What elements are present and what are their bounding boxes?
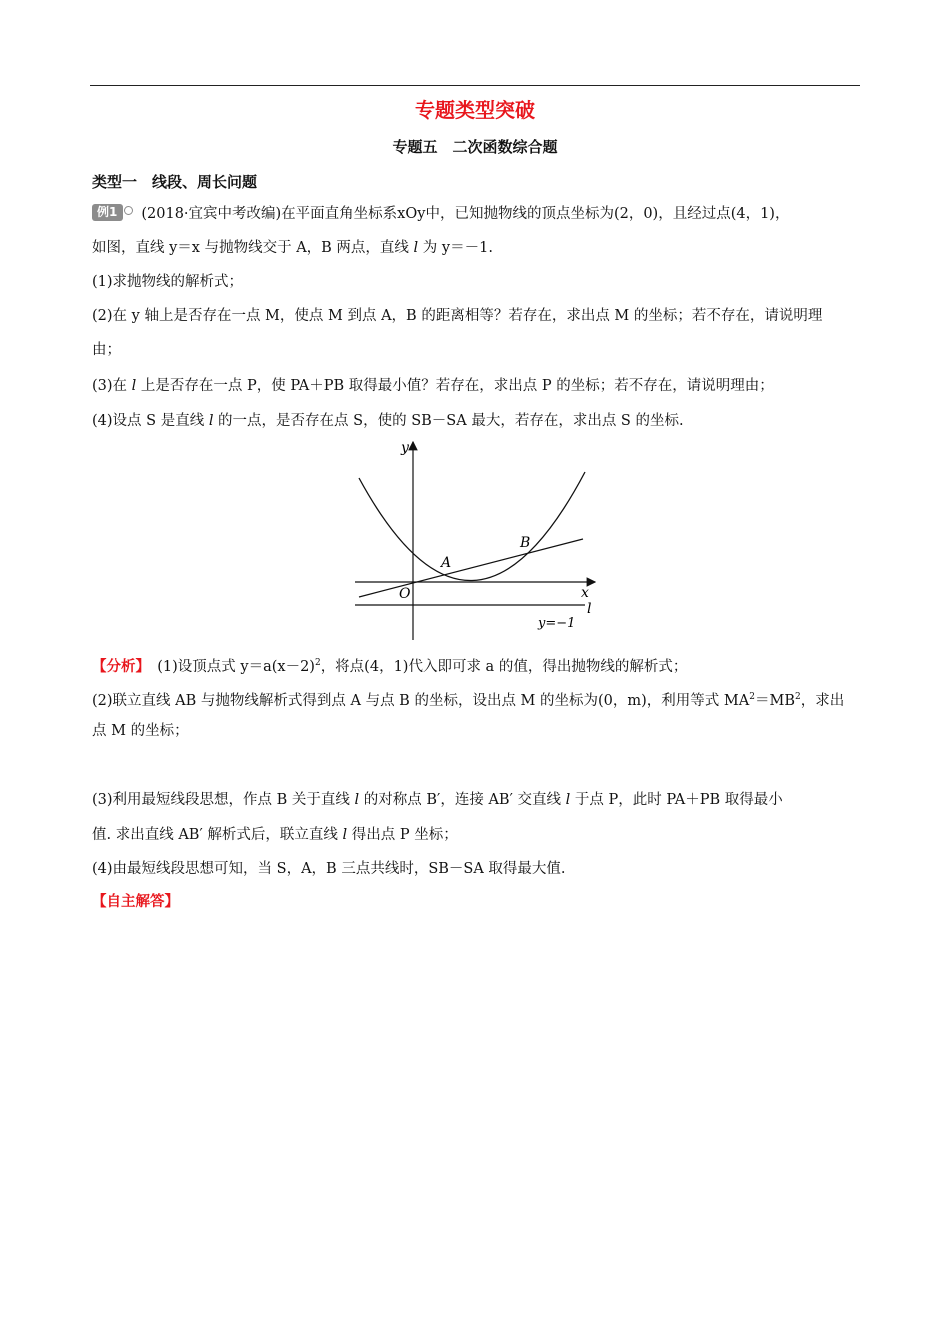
analysis-3-cont: 值. 求出直线 AB′ 解析式后，联立直线 l 得出点 P 坐标； (92, 827, 458, 843)
analysis-4: (4)由最短线段思想可知，当 S，A，B 三点共线时，SB－SA 取得最大值. (92, 861, 566, 877)
answer-line (92, 885, 862, 919)
question-1: (1)求抛物线的解析式； (92, 274, 244, 290)
section-title: 类型一 线段、周长问题 (92, 173, 258, 191)
origin-label: O (399, 586, 411, 602)
parabola-curve (359, 472, 585, 581)
line-l-label: l (587, 601, 592, 617)
point-b-label: B (520, 535, 531, 551)
analysis-1: 【分析】 (1)设顶点式 $y=a(x-2)^2$，将点(4，1)代入即可求 a 的值，得出抛物线的解析式； (92, 658, 688, 675)
y-axis-label: y (401, 440, 409, 456)
example-badge: 例1 (92, 204, 123, 221)
example-line-2: 如图，直线 y＝x 与抛物线交于 A，B 两点，直线 l 为 y＝－1. (92, 240, 493, 256)
analysis-3: (3)利用最短线段思想，作点 B 关于直线 l 的对称点 B′，连接 AB′ 交直线 l 于点 P，此时 PA＋PB 取得最小 (92, 792, 783, 808)
example-line-1: 例1 (2018·宜宾中考改编)在平面直角坐标系xOy中，已知抛物线的顶点坐标为(2，0)，且经过点(4，1)， (92, 197, 862, 231)
x-axis-label: x (581, 585, 589, 601)
analysis-2-cont: 点 M 的坐标； (92, 723, 189, 739)
badge-tail-icon (124, 206, 133, 215)
question-2-cont: 由； (92, 342, 121, 358)
question-4: (4)设点 S 是直线 l 的一点，是否存在点 S，使的 SB－SA 最大，若存在，求出点 S 的坐标. (92, 413, 684, 429)
analysis-2: (2)联立直线 AB 与抛物线解析式得到点 A 与点 B 的坐标，设出点 M 的坐标为(0，m)，利用等式 $MA^2=MB^2$，求出 (92, 692, 845, 709)
page-subtitle: 专题五 二次函数综合题 (392, 138, 558, 156)
point-a-label: A (441, 555, 452, 571)
question-3: (3)在 l 上是否存在一点 P，使 PA＋PB 取得最小值？若存在，求出点 P 的坐标；若不存在，请说明理由； (92, 378, 774, 394)
line-l-equation: y=−1 (538, 616, 576, 631)
analysis-tag: 【分析】 (92, 658, 143, 675)
parabola-figure (345, 436, 605, 642)
line-y-equals-x (359, 539, 583, 597)
answer-tag: 【自主解答】 (92, 894, 179, 910)
page-title: 专题类型突破 (415, 98, 535, 122)
header-rule (90, 85, 860, 86)
question-2: (2)在 y 轴上是否存在一点 M，使点 M 到点 A，B 的距离相等？若存在，求出点 M 的坐标；若不存在，请说明理 (92, 308, 823, 324)
